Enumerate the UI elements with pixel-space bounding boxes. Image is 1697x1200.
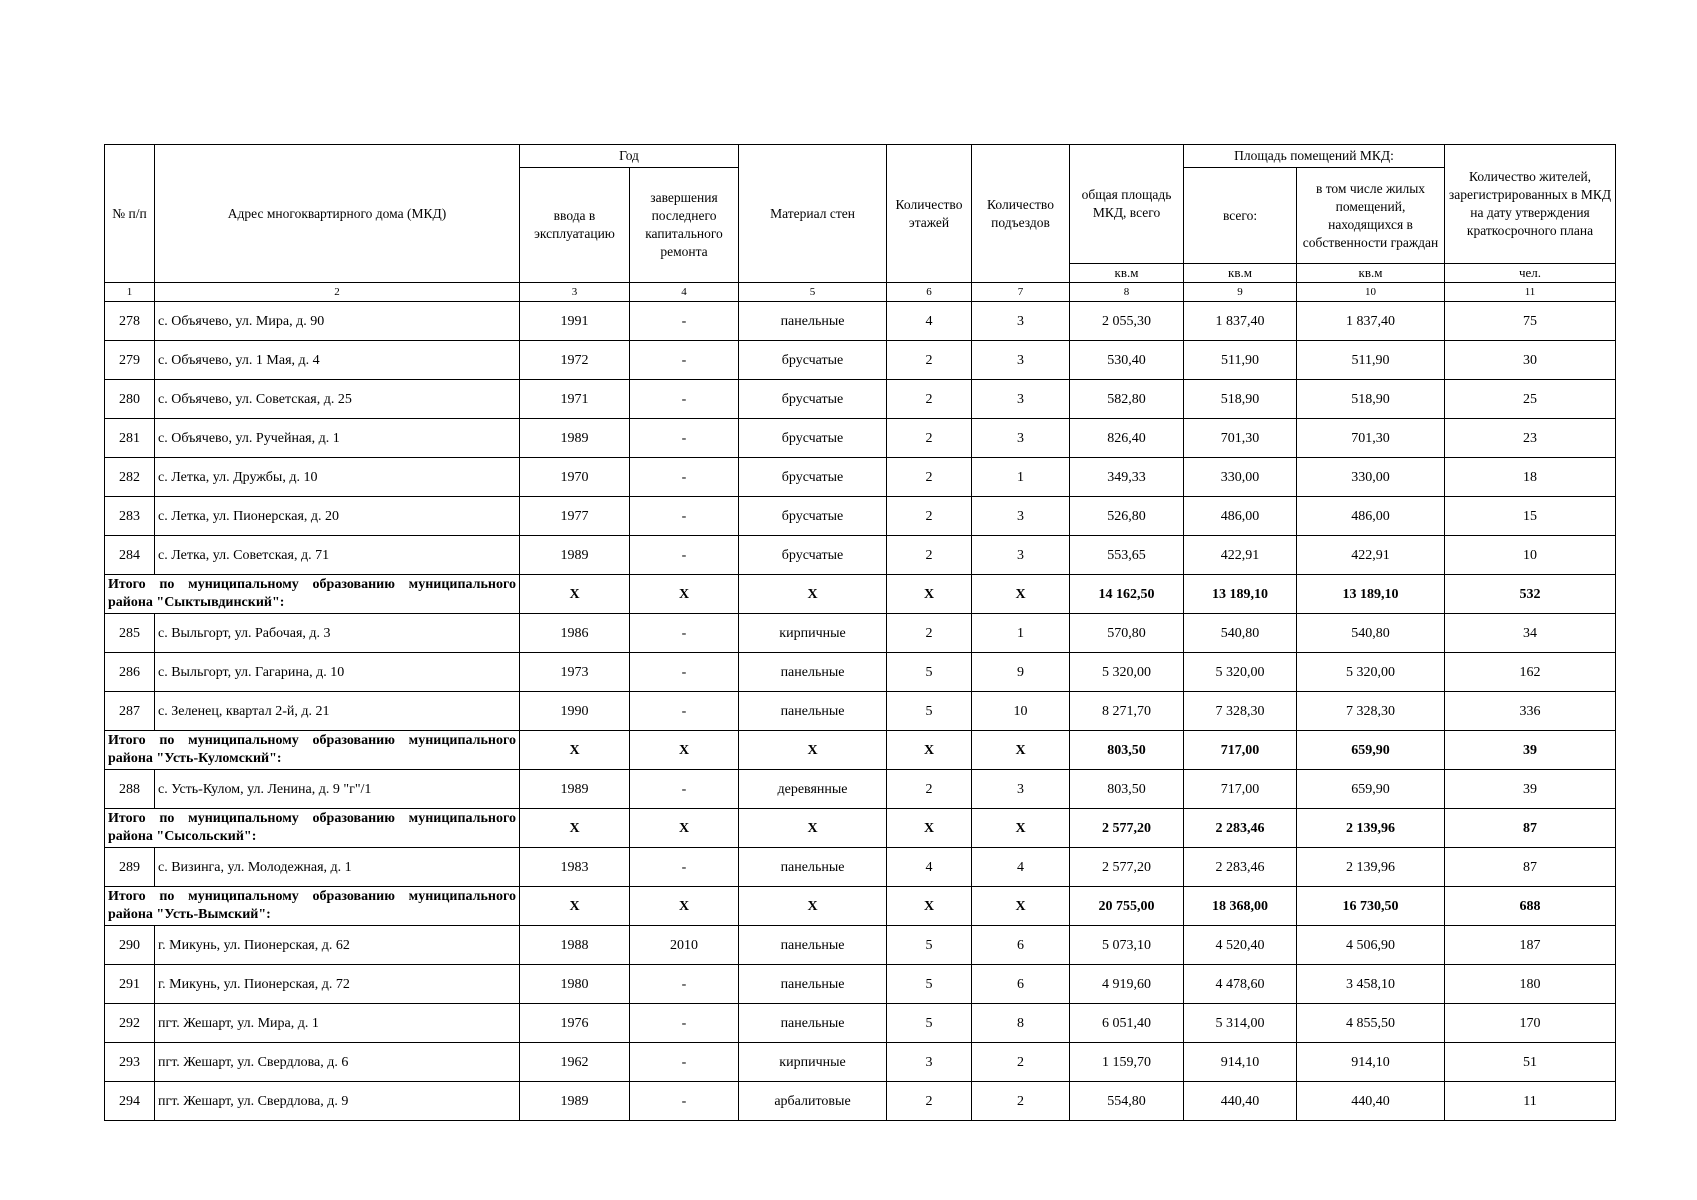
table-row bbox=[105, 692, 1616, 731]
cell-premises-residential: 701,30 bbox=[1297, 419, 1445, 458]
cell-year-repair: - bbox=[630, 497, 739, 536]
cell-wall-material: панельные bbox=[739, 848, 887, 887]
cell-premises-residential: 659,90 bbox=[1297, 770, 1445, 809]
cell-num: 287 bbox=[105, 692, 155, 731]
table-row bbox=[105, 770, 1616, 809]
cell-total-area: 553,65 bbox=[1070, 536, 1184, 575]
cell-year-commission: X bbox=[520, 731, 630, 770]
table-row bbox=[105, 653, 1616, 692]
cell-premises-all: 330,00 bbox=[1184, 458, 1297, 497]
table-body bbox=[105, 302, 1616, 1121]
cell-year-repair: - bbox=[630, 614, 739, 653]
cell-wall-material: панельные bbox=[739, 965, 887, 1004]
cell-entrances: 2 bbox=[972, 1082, 1070, 1121]
cell-wall-material: панельные bbox=[739, 692, 887, 731]
header-total-area: общая площадь МКД, всего bbox=[1070, 145, 1184, 264]
cell-num: 281 bbox=[105, 419, 155, 458]
header-premises-all: всего: bbox=[1184, 168, 1297, 264]
cell-year-repair: 2010 bbox=[630, 926, 739, 965]
cell-premises-all: 540,80 bbox=[1184, 614, 1297, 653]
cell-address: с. Объячево, ул. Советская, д. 25 bbox=[155, 380, 520, 419]
cell-entrances: 3 bbox=[972, 497, 1070, 536]
cell-num: 280 bbox=[105, 380, 155, 419]
cell-floors: 2 bbox=[887, 1082, 972, 1121]
cell-address: с. Летка, ул. Советская, д. 71 bbox=[155, 536, 520, 575]
cell-premises-all: 717,00 bbox=[1184, 731, 1297, 770]
cell-year-repair: - bbox=[630, 341, 739, 380]
cell-premises-all: 7 328,30 bbox=[1184, 692, 1297, 731]
cell-premises-all: 701,30 bbox=[1184, 419, 1297, 458]
cell-residents: 87 bbox=[1445, 809, 1616, 848]
cell-entrances: 10 bbox=[972, 692, 1070, 731]
cell-premises-all: 1 837,40 bbox=[1184, 302, 1297, 341]
cell-year-commission: X bbox=[520, 887, 630, 926]
cell-premises-residential: 2 139,96 bbox=[1297, 848, 1445, 887]
cell-year-commission: 1962 bbox=[520, 1043, 630, 1082]
cell-residents: 25 bbox=[1445, 380, 1616, 419]
table-row bbox=[105, 926, 1616, 965]
cell-total-area: 6 051,40 bbox=[1070, 1004, 1184, 1043]
cell-residents: 688 bbox=[1445, 887, 1616, 926]
cell-total-area: 554,80 bbox=[1070, 1082, 1184, 1121]
cell-wall-material: брусчатые bbox=[739, 497, 887, 536]
subtotal-row bbox=[105, 575, 1616, 614]
cell-year-commission: 1972 bbox=[520, 341, 630, 380]
cell-premises-all: 422,91 bbox=[1184, 536, 1297, 575]
cell-address: г. Микунь, ул. Пионерская, д. 62 bbox=[155, 926, 520, 965]
cell-total-area: 530,40 bbox=[1070, 341, 1184, 380]
cell-num: 278 bbox=[105, 302, 155, 341]
table-row bbox=[105, 419, 1616, 458]
cell-entrances: 8 bbox=[972, 1004, 1070, 1043]
subtotal-row bbox=[105, 809, 1616, 848]
cell-premises-all: 486,00 bbox=[1184, 497, 1297, 536]
cell-residents: 187 bbox=[1445, 926, 1616, 965]
cell-entrances: 6 bbox=[972, 965, 1070, 1004]
cell-total-area: 2 577,20 bbox=[1070, 848, 1184, 887]
cell-residents: 10 bbox=[1445, 536, 1616, 575]
cell-entrances: X bbox=[972, 887, 1070, 926]
cell-entrances: 3 bbox=[972, 536, 1070, 575]
cell-premises-all: 717,00 bbox=[1184, 770, 1297, 809]
cell-floors: 2 bbox=[887, 536, 972, 575]
cell-num: 279 bbox=[105, 341, 155, 380]
cell-total-area: 2 577,20 bbox=[1070, 809, 1184, 848]
cell-residents: 162 bbox=[1445, 653, 1616, 692]
column-numbers-row bbox=[105, 283, 1616, 302]
cell-premises-residential: 540,80 bbox=[1297, 614, 1445, 653]
column-number: 4 bbox=[630, 283, 739, 302]
cell-num: 294 bbox=[105, 1082, 155, 1121]
cell-floors: 2 bbox=[887, 770, 972, 809]
cell-year-commission: 1989 bbox=[520, 770, 630, 809]
cell-floors: X bbox=[887, 575, 972, 614]
cell-floors: 2 bbox=[887, 419, 972, 458]
cell-premises-all: 4 478,60 bbox=[1184, 965, 1297, 1004]
cell-entrances: 3 bbox=[972, 380, 1070, 419]
cell-wall-material: арбалитовые bbox=[739, 1082, 887, 1121]
cell-premises-residential: 1 837,40 bbox=[1297, 302, 1445, 341]
cell-premises-all: 5 320,00 bbox=[1184, 653, 1297, 692]
cell-num: 293 bbox=[105, 1043, 155, 1082]
cell-wall-material: брусчатые bbox=[739, 536, 887, 575]
cell-premises-residential: 16 730,50 bbox=[1297, 887, 1445, 926]
cell-premises-residential: 2 139,96 bbox=[1297, 809, 1445, 848]
header-entrances: Количество подъездов bbox=[972, 145, 1070, 283]
cell-address: с. Визинга, ул. Молодежная, д. 1 bbox=[155, 848, 520, 887]
cell-year-commission: X bbox=[520, 575, 630, 614]
subtotal-label: Итого по муниципальному образованию муниципального района "Усть-Куломский": bbox=[105, 731, 520, 770]
cell-year-repair: - bbox=[630, 653, 739, 692]
cell-residents: 170 bbox=[1445, 1004, 1616, 1043]
document-sheet bbox=[104, 144, 1615, 1121]
cell-total-area: 20 755,00 bbox=[1070, 887, 1184, 926]
table-row bbox=[105, 497, 1616, 536]
cell-residents: 11 bbox=[1445, 1082, 1616, 1121]
cell-floors: 5 bbox=[887, 1004, 972, 1043]
cell-premises-all: 511,90 bbox=[1184, 341, 1297, 380]
cell-year-commission: 1988 bbox=[520, 926, 630, 965]
cell-wall-material: X bbox=[739, 809, 887, 848]
cell-year-repair: X bbox=[630, 575, 739, 614]
table-row bbox=[105, 341, 1616, 380]
cell-year-repair: - bbox=[630, 1082, 739, 1121]
cell-residents: 18 bbox=[1445, 458, 1616, 497]
cell-floors: 4 bbox=[887, 302, 972, 341]
cell-floors: 4 bbox=[887, 848, 972, 887]
cell-address: с. Объячево, ул. Мира, д. 90 bbox=[155, 302, 520, 341]
cell-premises-all: 2 283,46 bbox=[1184, 809, 1297, 848]
cell-num: 286 bbox=[105, 653, 155, 692]
cell-year-commission: 1989 bbox=[520, 536, 630, 575]
table-row bbox=[105, 302, 1616, 341]
cell-num: 282 bbox=[105, 458, 155, 497]
cell-entrances: X bbox=[972, 575, 1070, 614]
cell-wall-material: X bbox=[739, 575, 887, 614]
cell-year-commission: 1990 bbox=[520, 692, 630, 731]
column-number: 10 bbox=[1297, 283, 1445, 302]
cell-year-repair: - bbox=[630, 965, 739, 1004]
cell-year-repair: - bbox=[630, 1004, 739, 1043]
cell-residents: 30 bbox=[1445, 341, 1616, 380]
cell-address: пгт. Жешарт, ул. Свердлова, д. 9 bbox=[155, 1082, 520, 1121]
cell-residents: 180 bbox=[1445, 965, 1616, 1004]
cell-total-area: 5 320,00 bbox=[1070, 653, 1184, 692]
cell-year-repair: - bbox=[630, 848, 739, 887]
cell-year-commission: 1986 bbox=[520, 614, 630, 653]
cell-year-commission: 1970 bbox=[520, 458, 630, 497]
cell-entrances: X bbox=[972, 809, 1070, 848]
cell-wall-material: панельные bbox=[739, 1004, 887, 1043]
cell-entrances: 3 bbox=[972, 341, 1070, 380]
cell-year-commission: 1977 bbox=[520, 497, 630, 536]
cell-address: пгт. Жешарт, ул. Мира, д. 1 bbox=[155, 1004, 520, 1043]
cell-premises-all: 13 189,10 bbox=[1184, 575, 1297, 614]
cell-year-commission: 1976 bbox=[520, 1004, 630, 1043]
cell-address: с. Зеленец, квартал 2-й, д. 21 bbox=[155, 692, 520, 731]
cell-total-area: 5 073,10 bbox=[1070, 926, 1184, 965]
cell-year-commission: 1971 bbox=[520, 380, 630, 419]
cell-premises-residential: 3 458,10 bbox=[1297, 965, 1445, 1004]
cell-address: с. Усть-Кулом, ул. Ленина, д. 9 "г"/1 bbox=[155, 770, 520, 809]
cell-total-area: 526,80 bbox=[1070, 497, 1184, 536]
cell-residents: 75 bbox=[1445, 302, 1616, 341]
cell-num: 288 bbox=[105, 770, 155, 809]
cell-floors: 2 bbox=[887, 497, 972, 536]
column-number: 6 bbox=[887, 283, 972, 302]
cell-address: с. Объячево, ул. Ручейная, д. 1 bbox=[155, 419, 520, 458]
cell-floors: 2 bbox=[887, 380, 972, 419]
header-floors: Количество этажей bbox=[887, 145, 972, 283]
cell-num: 289 bbox=[105, 848, 155, 887]
table-row bbox=[105, 1043, 1616, 1082]
column-number: 5 bbox=[739, 283, 887, 302]
table-row bbox=[105, 1082, 1616, 1121]
cell-entrances: 4 bbox=[972, 848, 1070, 887]
cell-year-commission: 1983 bbox=[520, 848, 630, 887]
cell-year-repair: X bbox=[630, 809, 739, 848]
cell-entrances: 1 bbox=[972, 458, 1070, 497]
cell-residents: 532 bbox=[1445, 575, 1616, 614]
cell-residents: 34 bbox=[1445, 614, 1616, 653]
cell-total-area: 803,50 bbox=[1070, 770, 1184, 809]
table-row bbox=[105, 1004, 1616, 1043]
table-row bbox=[105, 536, 1616, 575]
unit-residents: чел. bbox=[1445, 264, 1616, 283]
cell-year-repair: - bbox=[630, 692, 739, 731]
subtotal-label: Итого по муниципальному образованию муниципального района "Усть-Вымский": bbox=[105, 887, 520, 926]
cell-year-commission: 1989 bbox=[520, 1082, 630, 1121]
cell-entrances: 2 bbox=[972, 1043, 1070, 1082]
cell-num: 285 bbox=[105, 614, 155, 653]
cell-floors: 5 bbox=[887, 692, 972, 731]
cell-premises-all: 2 283,46 bbox=[1184, 848, 1297, 887]
subtotal-label: Итого по муниципальному образованию муниципального района "Сыктывдинский": bbox=[105, 575, 520, 614]
cell-floors: X bbox=[887, 731, 972, 770]
cell-premises-all: 914,10 bbox=[1184, 1043, 1297, 1082]
table-header bbox=[105, 145, 1616, 302]
cell-entrances: 9 bbox=[972, 653, 1070, 692]
cell-year-repair: - bbox=[630, 1043, 739, 1082]
cell-year-commission: 1980 bbox=[520, 965, 630, 1004]
cell-residents: 23 bbox=[1445, 419, 1616, 458]
cell-wall-material: X bbox=[739, 731, 887, 770]
cell-wall-material: брусчатые bbox=[739, 380, 887, 419]
header-num: № п/п bbox=[105, 145, 155, 283]
cell-year-repair: - bbox=[630, 380, 739, 419]
cell-num: 290 bbox=[105, 926, 155, 965]
cell-year-repair: - bbox=[630, 458, 739, 497]
cell-total-area: 2 055,30 bbox=[1070, 302, 1184, 341]
cell-address: с. Выльгорт, ул. Рабочая, д. 3 bbox=[155, 614, 520, 653]
cell-wall-material: панельные bbox=[739, 926, 887, 965]
cell-premises-residential: 511,90 bbox=[1297, 341, 1445, 380]
cell-year-commission: X bbox=[520, 809, 630, 848]
cell-residents: 336 bbox=[1445, 692, 1616, 731]
cell-floors: X bbox=[887, 809, 972, 848]
cell-floors: 2 bbox=[887, 614, 972, 653]
cell-total-area: 826,40 bbox=[1070, 419, 1184, 458]
cell-premises-residential: 422,91 bbox=[1297, 536, 1445, 575]
cell-entrances: 6 bbox=[972, 926, 1070, 965]
cell-total-area: 1 159,70 bbox=[1070, 1043, 1184, 1082]
cell-year-repair: - bbox=[630, 419, 739, 458]
header-residents: Количество жителей, зарегистрированных в МКД на дату утверждения краткосрочного плана bbox=[1445, 145, 1616, 264]
cell-address: с. Выльгорт, ул. Гагарина, д. 10 bbox=[155, 653, 520, 692]
cell-premises-all: 440,40 bbox=[1184, 1082, 1297, 1121]
cell-total-area: 582,80 bbox=[1070, 380, 1184, 419]
cell-wall-material: X bbox=[739, 887, 887, 926]
cell-address: г. Микунь, ул. Пионерская, д. 72 bbox=[155, 965, 520, 1004]
cell-year-commission: 1973 bbox=[520, 653, 630, 692]
column-number: 2 bbox=[155, 283, 520, 302]
header-year-repair: завершения последнего капитального ремонта bbox=[630, 168, 739, 283]
cell-num: 284 bbox=[105, 536, 155, 575]
cell-premises-residential: 13 189,10 bbox=[1297, 575, 1445, 614]
header-year-commission: ввода в эксплуатацию bbox=[520, 168, 630, 283]
subtotal-row bbox=[105, 731, 1616, 770]
cell-premises-residential: 914,10 bbox=[1297, 1043, 1445, 1082]
cell-premises-residential: 4 855,50 bbox=[1297, 1004, 1445, 1043]
header-premises-residential: в том числе жилых помещений, находящихся в собственности граждан bbox=[1297, 168, 1445, 264]
header-wall-material: Материал стен bbox=[739, 145, 887, 283]
cell-wall-material: кирпичные bbox=[739, 614, 887, 653]
cell-address: с. Объячево, ул. 1 Мая, д. 4 bbox=[155, 341, 520, 380]
column-number: 11 bbox=[1445, 283, 1616, 302]
housing-table bbox=[104, 144, 1616, 1121]
cell-floors: 5 bbox=[887, 965, 972, 1004]
cell-premises-all: 4 520,40 bbox=[1184, 926, 1297, 965]
cell-address: пгт. Жешарт, ул. Свердлова, д. 6 bbox=[155, 1043, 520, 1082]
cell-year-repair: X bbox=[630, 887, 739, 926]
cell-year-repair: X bbox=[630, 731, 739, 770]
cell-entrances: 3 bbox=[972, 302, 1070, 341]
cell-address: с. Летка, ул. Пионерская, д. 20 bbox=[155, 497, 520, 536]
cell-wall-material: кирпичные bbox=[739, 1043, 887, 1082]
cell-entrances: 3 bbox=[972, 770, 1070, 809]
cell-residents: 51 bbox=[1445, 1043, 1616, 1082]
cell-premises-residential: 4 506,90 bbox=[1297, 926, 1445, 965]
table-row bbox=[105, 848, 1616, 887]
cell-premises-residential: 7 328,30 bbox=[1297, 692, 1445, 731]
cell-num: 283 bbox=[105, 497, 155, 536]
cell-wall-material: брусчатые bbox=[739, 341, 887, 380]
unit-premises-all: кв.м bbox=[1184, 264, 1297, 283]
subtotal-row bbox=[105, 887, 1616, 926]
cell-address: с. Летка, ул. Дружбы, д. 10 bbox=[155, 458, 520, 497]
cell-floors: 5 bbox=[887, 653, 972, 692]
cell-floors: 2 bbox=[887, 458, 972, 497]
cell-wall-material: панельные bbox=[739, 653, 887, 692]
cell-premises-residential: 440,40 bbox=[1297, 1082, 1445, 1121]
table-row bbox=[105, 965, 1616, 1004]
column-number: 7 bbox=[972, 283, 1070, 302]
cell-residents: 39 bbox=[1445, 731, 1616, 770]
cell-total-area: 14 162,50 bbox=[1070, 575, 1184, 614]
cell-entrances: 1 bbox=[972, 614, 1070, 653]
cell-total-area: 8 271,70 bbox=[1070, 692, 1184, 731]
column-number: 3 bbox=[520, 283, 630, 302]
cell-year-commission: 1989 bbox=[520, 419, 630, 458]
cell-year-commission: 1991 bbox=[520, 302, 630, 341]
header-year-group: Год bbox=[520, 145, 739, 168]
cell-residents: 39 bbox=[1445, 770, 1616, 809]
cell-entrances: X bbox=[972, 731, 1070, 770]
column-number: 8 bbox=[1070, 283, 1184, 302]
column-number: 9 bbox=[1184, 283, 1297, 302]
header-address: Адрес многоквартирного дома (МКД) bbox=[155, 145, 520, 283]
cell-premises-residential: 518,90 bbox=[1297, 380, 1445, 419]
cell-wall-material: брусчатые bbox=[739, 419, 887, 458]
cell-year-repair: - bbox=[630, 302, 739, 341]
cell-total-area: 349,33 bbox=[1070, 458, 1184, 497]
cell-num: 292 bbox=[105, 1004, 155, 1043]
cell-year-repair: - bbox=[630, 536, 739, 575]
cell-floors: 2 bbox=[887, 341, 972, 380]
unit-premises-residential: кв.м bbox=[1297, 264, 1445, 283]
table-row bbox=[105, 614, 1616, 653]
table-row bbox=[105, 458, 1616, 497]
cell-residents: 87 bbox=[1445, 848, 1616, 887]
cell-total-area: 803,50 bbox=[1070, 731, 1184, 770]
cell-wall-material: панельные bbox=[739, 302, 887, 341]
cell-entrances: 3 bbox=[972, 419, 1070, 458]
cell-premises-residential: 330,00 bbox=[1297, 458, 1445, 497]
cell-floors: X bbox=[887, 887, 972, 926]
cell-total-area: 570,80 bbox=[1070, 614, 1184, 653]
cell-premises-all: 18 368,00 bbox=[1184, 887, 1297, 926]
cell-year-repair: - bbox=[630, 770, 739, 809]
cell-premises-residential: 5 320,00 bbox=[1297, 653, 1445, 692]
unit-total-area: кв.м bbox=[1070, 264, 1184, 283]
header-premises-group: Площадь помещений МКД: bbox=[1184, 145, 1445, 168]
cell-total-area: 4 919,60 bbox=[1070, 965, 1184, 1004]
cell-premises-residential: 486,00 bbox=[1297, 497, 1445, 536]
table-row bbox=[105, 380, 1616, 419]
cell-premises-residential: 659,90 bbox=[1297, 731, 1445, 770]
cell-wall-material: деревянные bbox=[739, 770, 887, 809]
cell-floors: 3 bbox=[887, 1043, 972, 1082]
cell-residents: 15 bbox=[1445, 497, 1616, 536]
cell-wall-material: брусчатые bbox=[739, 458, 887, 497]
cell-premises-all: 518,90 bbox=[1184, 380, 1297, 419]
cell-floors: 5 bbox=[887, 926, 972, 965]
subtotal-label: Итого по муниципальному образованию муниципального района "Сысольский": bbox=[105, 809, 520, 848]
cell-num: 291 bbox=[105, 965, 155, 1004]
column-number: 1 bbox=[105, 283, 155, 302]
cell-premises-all: 5 314,00 bbox=[1184, 1004, 1297, 1043]
